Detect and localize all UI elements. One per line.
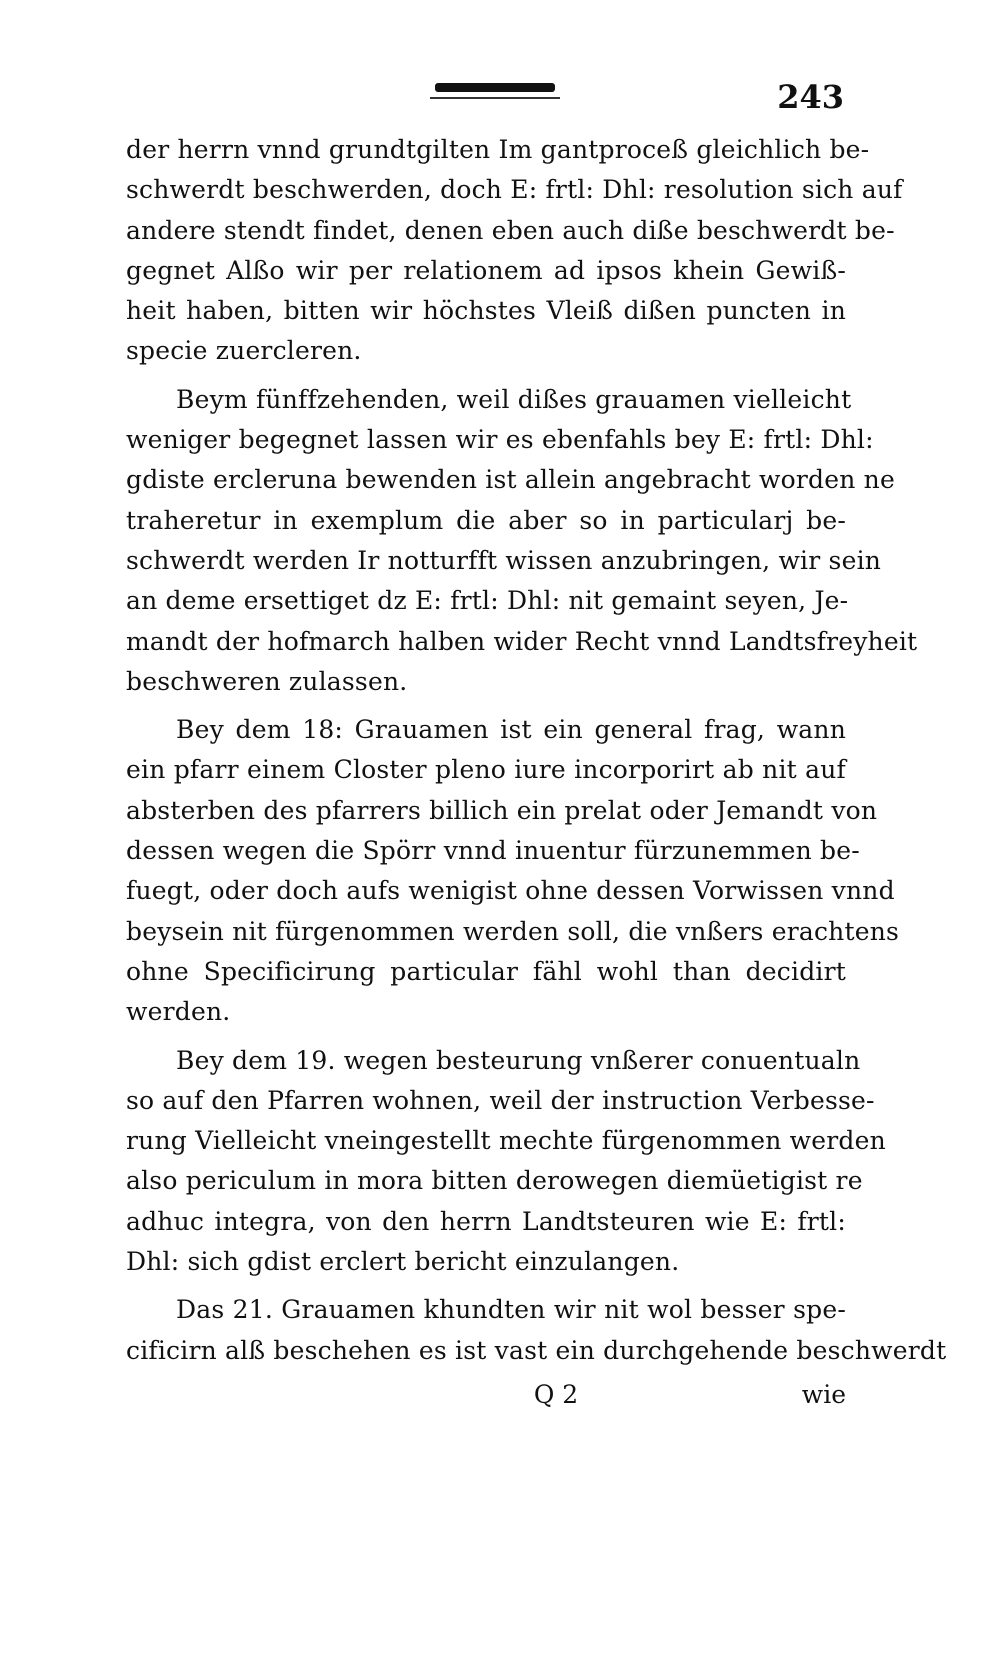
text-line: traheretur in exemplum die aber so in particularj be- <box>126 505 846 535</box>
text-line: adhuc integra, von den herrn Landtsteuren wie E: frtl: <box>126 1206 846 1236</box>
text-line: Das 21. Grauamen khundten wir nit wol besser spe- <box>176 1295 846 1325</box>
paragraph-gap <box>126 702 846 710</box>
text-line: beschweren zulassen. <box>126 666 408 696</box>
text-line: Bey dem 18: Grauamen ist ein general frag, wann <box>176 715 846 745</box>
text-line: rung Vielleicht vneingestellt mechte fürgenommen werden <box>126 1126 886 1156</box>
signature-mark: Q 2 <box>533 1380 579 1409</box>
text-line: so auf den Pfarren wohnen, weil der instruction Verbesse- <box>126 1085 875 1115</box>
page-footer <box>126 1380 846 1420</box>
page-number: 243 <box>777 78 844 116</box>
text-line: schwerdt beschwerden, doch E: frtl: Dhl: resolution sich auf <box>126 175 903 205</box>
text-line: mandt der hofmarch halben wider Recht vnnd Landtsfreyheit <box>126 626 918 656</box>
text-line: beysein nit fürgenommen werden soll, die vnßers erachtens <box>126 916 900 946</box>
catchword: wie <box>801 1380 846 1409</box>
text-line: Bey dem 19. wegen besteurung vnßerer conuentualn <box>176 1045 861 1075</box>
header-rule-thin <box>430 97 560 99</box>
text-line: ohne Specificirung particular fähl wohl than decidirt <box>126 956 846 986</box>
text-line: andere stendt findet, denen eben auch diße beschwerdt be- <box>126 215 895 245</box>
paragraph-gap <box>126 372 846 380</box>
text-line: gdiste ercleruna bewenden ist allein angebracht worden ne <box>126 465 895 495</box>
body-text <box>126 130 947 1371</box>
text-line: ein pfarr einem Closter pleno iure incorporirt ab nit auf <box>126 755 846 785</box>
text-line: Dhl: sich gdist erclert bericht einzulangen. <box>126 1247 680 1277</box>
text-line: also periculum in mora bitten derowegen diemüetigist re <box>126 1166 863 1196</box>
text-line: absterben des pfarrers billich ein prelat oder Jemandt von <box>126 795 878 825</box>
text-line: schwerdt werden Ir notturfft wissen anzubringen, wir sein <box>126 545 882 575</box>
text-line: der herrn vnnd grundtgilten Im gantproceß gleichlich be- <box>126 135 870 164</box>
text-line: cificirn alß beschehen es ist vast ein durchgehende beschwerdt <box>126 1335 947 1365</box>
text-line: dessen wegen die Spörr vnnd inuentur fürzunemmen be- <box>126 836 860 866</box>
paragraph-gap <box>126 1282 846 1290</box>
text-line: Beym fünffzehenden, weil dißes grauamen vielleicht <box>176 384 852 414</box>
text-line: weniger begegnet lassen wir es ebenfahls bey E: frtl: Dhl: <box>126 425 874 455</box>
text-line: an deme ersettiget dz E: frtl: Dhl: nit gemaint seyen, Je- <box>126 586 849 616</box>
text-line: heit haben, bitten wir höchstes Vleiß dißen puncten in <box>126 296 846 326</box>
text-line: specie zuercleren. <box>126 336 362 366</box>
paragraph-gap <box>126 1033 846 1041</box>
text-line: werden. <box>126 997 231 1027</box>
text-line: gegnet Alßo wir per relationem ad ipsos khein Gewiß- <box>126 255 846 285</box>
text-line: fuegt, oder doch aufs wenigist ohne dessen Vorwissen vnnd <box>126 876 895 906</box>
header-rule <box>435 83 555 92</box>
